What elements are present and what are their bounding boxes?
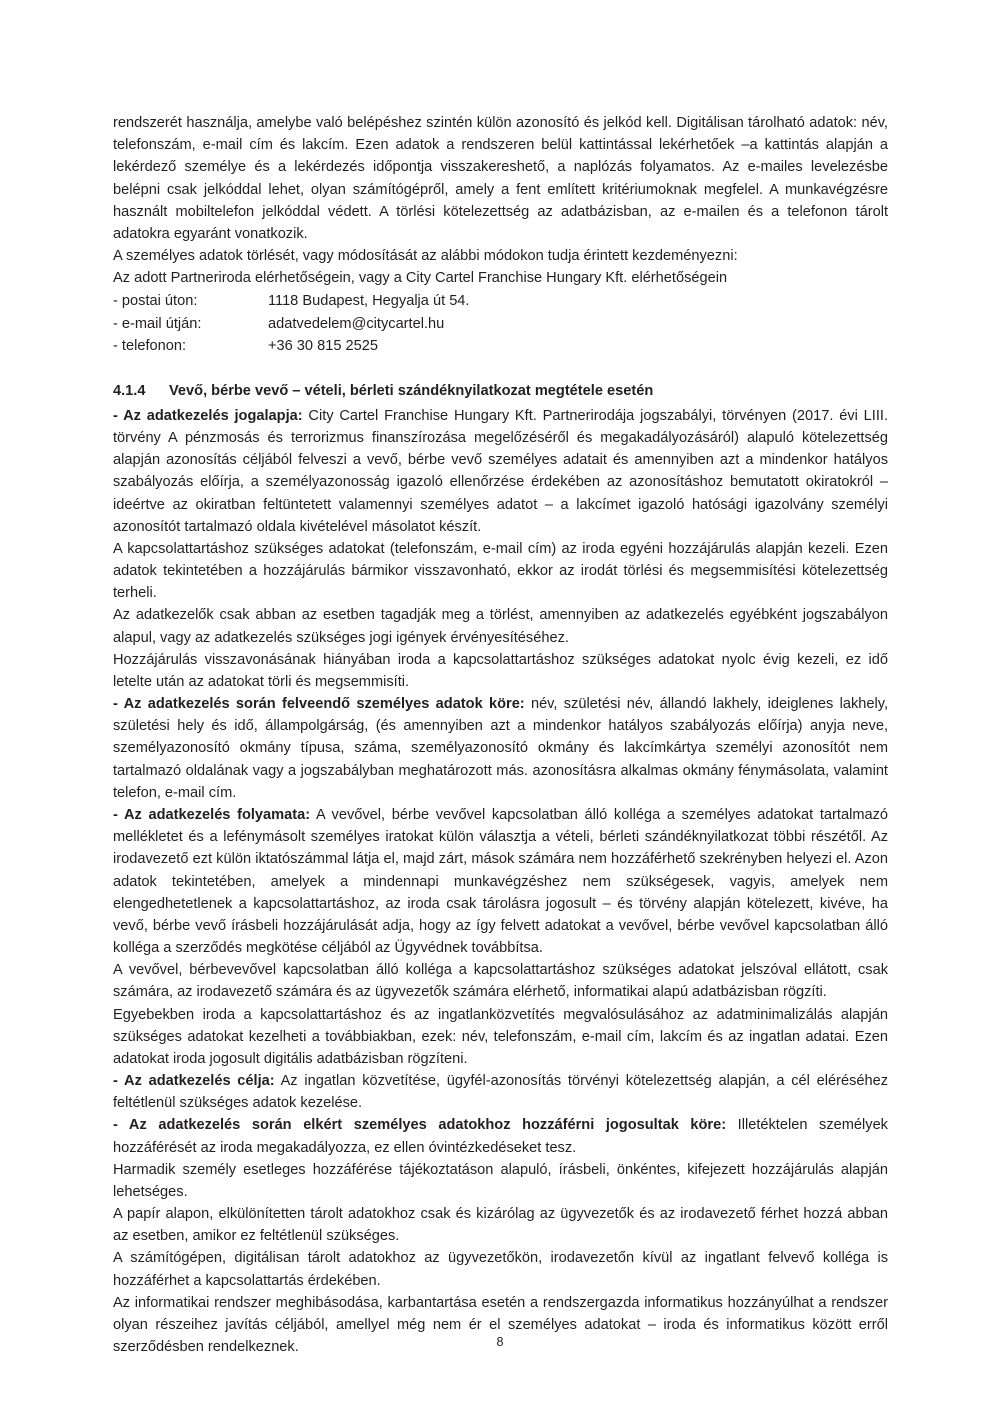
paragraph-3: Az adott Partneriroda elérhetőségein, vagy a City Cartel Franchise Hungary Kft. elérhetőségein <box>113 270 728 287</box>
paragraph-10: A vevővel, bérbevevővel kapcsolatban álló kolléga a kapcsolattartáshoz szükséges adatokat jelszóval ellátott, csak számára, az irodavezető számára és az ügyvezetők számára elérhető, informatikai alapú adatbázisban rögzíti. <box>113 962 888 1001</box>
section-heading <box>113 383 888 399</box>
paragraph-16: A számítógépen, digitálisan tárolt adatokhoz az ügyvezetőkön, irodavezetőn kívül az ingatlant felvevő kolléga is hozzáférhet a kapcsolattartás érdekében. <box>113 1250 888 1289</box>
contact-row <box>113 313 888 335</box>
paragraph-15: A papír alapon, elkülönítetten tárolt adatokhoz csak és kizárólag az ügyvezetők és az irodavezető férhet hozzá abban az esetben, amikor ez feltétlenül szükséges. <box>113 1206 888 1245</box>
contact-row <box>113 335 888 357</box>
paragraph-4-label: - Az adatkezelés jogalapja: <box>113 407 303 424</box>
paragraph-9-label: - Az adatkezelés folyamata: <box>113 806 311 823</box>
paragraph-1: rendszerét használja, amelybe való belépéshez szintén külön azonosító és jelkód kell. Digitálisan tárolható adatok: név, telefonszám, e-mail cím és lakcím. Ezen adatok a rendszeren belül kattintással lekérhetőek –a kattintás alapján a lekérdező személye és a lekérdezés időpontja visszakereshető, a naplózás folyamatos. Az e-mailes levelezésbe belépni csak jelkóddal lehet, olyan számítógépről, amely a fent említett kritériumoknak megfelel. A munkavégzésre használt mobiltelefon jelkóddal védett. A törlési kötelezettség az adatbázisban, az e-mailen és a telefonon tárolt adatokra egyaránt vonatkozik. <box>113 115 888 242</box>
contact-label: - e-mail útján: <box>113 315 202 332</box>
paragraph-12 <box>113 1070 888 1114</box>
paragraph-8 <box>113 693 888 804</box>
section-number: 4.1.4 <box>113 382 146 399</box>
contact-label: - telefonon: <box>113 337 187 354</box>
paragraph-9-text: A vevővel, bérbe vevővel kapcsolatban álló kolléga a személyes adatokat tartalmazó mellékletet és a lefénymásolt személyes iratokat külön választja a vételi, bérleti szándéknyilatkozat többi részétől. Az irodavezető ezt külön iktatószámmal látja el, majd zárt, mások számára nem hozzáférhető szekrényben helyezi el. Azon adatok tekintetében, amelyek a mindennapi munkavégzéshez nem szükségesek, vagyis, amelyek nem elengedhetetlenek a kapcsolattartáshoz, az iroda csak tárolásra jogosult – és törvény alapján kötelezett, kivéve, ha vevő, bérbe vevő írásbeli hozzájárulását adja, hogy az így felvett adatokat a vevővel, bérbe vevővel kapcsolatban álló kolléga a szerződés megkötése céljából az Ügyvédnek továbbítsa. <box>113 806 889 957</box>
paragraph-9 <box>113 804 888 959</box>
section-title: Vevő, bérbe vevő – vételi, bérleti szándéknyilatkozat megtétele esetén <box>169 382 654 399</box>
contact-value: 1118 Budapest, Hegyalja út 54. <box>268 293 470 310</box>
paragraph-17: Az informatikai rendszer meghibásodása, karbantartása esetén a rendszergazda informatikus hozzányúlhat a rendszer olyan részeihez javítás céljából, amellyel még nem ér el személyes adatokat – iroda és informatikus között erről szerződésben rendelkeznek. <box>113 1294 888 1356</box>
contact-value: adatvedelem@citycartel.hu <box>268 315 445 332</box>
paragraph-6: Az adatkezelők csak abban az esetben tagadják meg a törlést, amennyiben az adatkezelés egyébként jogszabályon alapul, vagy az adatkezelés szükséges jogi igények érvényesítéséhez. <box>113 607 888 646</box>
page-content <box>113 112 888 1358</box>
paragraph-7: Hozzájárulás visszavonásának hiányában iroda a kapcsolattartáshoz szükséges adatokat nyolc évig kezeli, ez idő letelte után az adatokat törli és megsemmisíti. <box>113 651 888 690</box>
paragraph-5: A kapcsolattartáshoz szükséges adatokat (telefonszám, e-mail cím) az iroda egyéni hozzájárulás alapján kezeli. Ezen adatok tekintetében a hozzájárulás bármikor visszavonható, ekkor az irodát törlési és megsemmisítési kötelezettség terheli. <box>113 540 888 602</box>
paragraph-4 <box>113 405 888 538</box>
paragraph-14: Harmadik személy esetleges hozzáférése tájékoztatáson alapuló, írásbeli, önkéntes, kifejezett hozzájárulás alapján lehetséges. <box>113 1161 888 1200</box>
contact-label: - postai úton: <box>113 293 198 310</box>
contact-list <box>113 290 888 357</box>
paragraph-13-label: - Az adatkezelés során elkért személyes adatokhoz hozzáférni jogosultak köre: <box>113 1117 727 1134</box>
paragraph-8-label: - Az adatkezelés során felveendő személyes adatok köre: <box>113 696 525 713</box>
paragraph-12-text: Az ingatlan közvetítése, ügyfél-azonosítás törvényi kötelezettség alapján, a cél eléréséhez feltétlenül szükséges adatok kezelése. <box>113 1073 889 1112</box>
page-number: 8 <box>496 1335 504 1349</box>
paragraph-13-text: Illetéktelen személyek hozzáférését az iroda megakadályozza, ez ellen óvintézkedéseket tesz. <box>113 1117 888 1156</box>
contact-value: +36 30 815 2525 <box>268 337 378 354</box>
contact-row <box>113 290 888 312</box>
paragraph-12-label: - Az adatkezelés célja: <box>113 1073 275 1090</box>
paragraph-8-text: név, születési név, állandó lakhely, ideiglenes lakhely, születési hely és idő, állampolgárság, (és amennyiben azt a mindenkor hatályos szabályozás előírja) anyja neve, személyazonosító okmány típusa, száma, személyazonosító okmány és lakcímkártya személyi azonosítót nem tartalmazó oldalának vagy a jogszabályban meghatározott más. azonosításra alkalmas okmány fénymásolata, valamint telefon, e-mail cím. <box>113 696 888 801</box>
paragraph-11: Egyebekben iroda a kapcsolattartáshoz és az ingatlanközvetítés megvalósulásához az adatminimalizálás alapján szükséges adatokat kezelheti a továbbiakban, ezek: név, telefonszám, e-mail cím, lakcím és az ingatlan adatai. Ezen adatokat iroda jogosult digitális adatbázisban rögzíteni. <box>113 1006 888 1067</box>
paragraph-13 <box>113 1114 888 1158</box>
paragraph-4-text: City Cartel Franchise Hungary Kft. Partnerirodája jogszabályi, törvényen (2017. évi LIII. törvény A pénzmosás és terrorizmus finanszírozása megelőzéséről és megakadályozásáról) alapuló kötelezettség alapján azonosítás céljából felveszi a vevő, bérbe vevő személyes adatait és amennyiben azt a mindenkor hatályos szabályozás előírja, a személyazonosság igazoló ellenőrzése érdekében az azonosításhoz bemutatott okiratokról – ideértve az okiratban feltüntetett valamennyi személyes adatot – a lakcímet igazoló hatósági igazolvány személyi azonosítót tartalmazó oldala kivételével másolatot készít. <box>113 407 889 535</box>
paragraph-2: A személyes adatok törlését, vagy módosítását az alábbi módokon tudja érintett kezdeményezni: <box>113 248 738 265</box>
